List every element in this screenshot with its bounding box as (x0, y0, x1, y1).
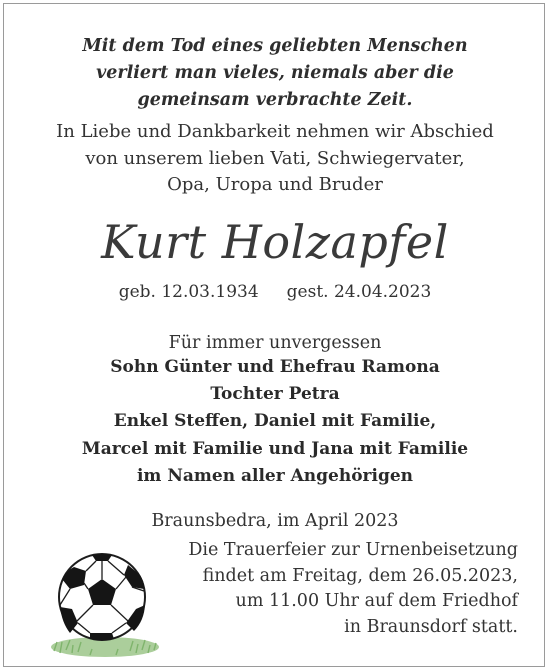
motto-line: Mit dem Tod eines geliebten Menschen (82, 36, 468, 56)
service-line: Die Trauerfeier zur Urnenbeisetzung (188, 540, 518, 560)
unforgotten-line: Für immer unvergessen (168, 333, 382, 353)
funeral-service-info (138, 538, 518, 640)
mourner-line: Sohn Günter und Ehefrau Ramona (110, 357, 440, 377)
motto-quote (0, 33, 550, 114)
death-date: gest. 24.04.2023 (286, 282, 432, 302)
intro-line: von unserem lieben Vati, Schwiegervater, (85, 147, 465, 169)
motto-line: verliert man vieles, niemals aber die (96, 63, 454, 83)
deceased-name: Kurt Holzapfel (101, 215, 449, 269)
mourner-line: im Namen aller Angehörigen (136, 465, 414, 486)
mourner-line: Enkel Steffen, Daniel mit Familie, (113, 411, 437, 432)
soccer-ball-icon (50, 547, 160, 659)
birth-date: geb. 12.03.1934 (118, 282, 259, 302)
intro-line: Opa, Uropa und Bruder (167, 174, 383, 195)
service-line: in Braunsdorf statt. (344, 616, 518, 637)
intro-text (0, 119, 550, 199)
mourners-list (0, 354, 550, 490)
intro-line: In Liebe und Dankbarkeit nehmen wir Abschied (56, 121, 494, 142)
service-line: findet am Freitag, dem 26.05.2023, (202, 565, 518, 586)
service-line: um 11.00 Uhr auf dem Friedhof (235, 591, 518, 611)
mourner-line: Tochter Petra (210, 384, 340, 405)
place-and-date: Braunsbedra, im April 2023 (151, 511, 399, 531)
motto-line: gemeinsam verbrachte Zeit. (137, 90, 413, 110)
mourner-line: Marcel mit Familie und Jana mit Familie (81, 438, 469, 459)
life-dates (0, 279, 550, 305)
